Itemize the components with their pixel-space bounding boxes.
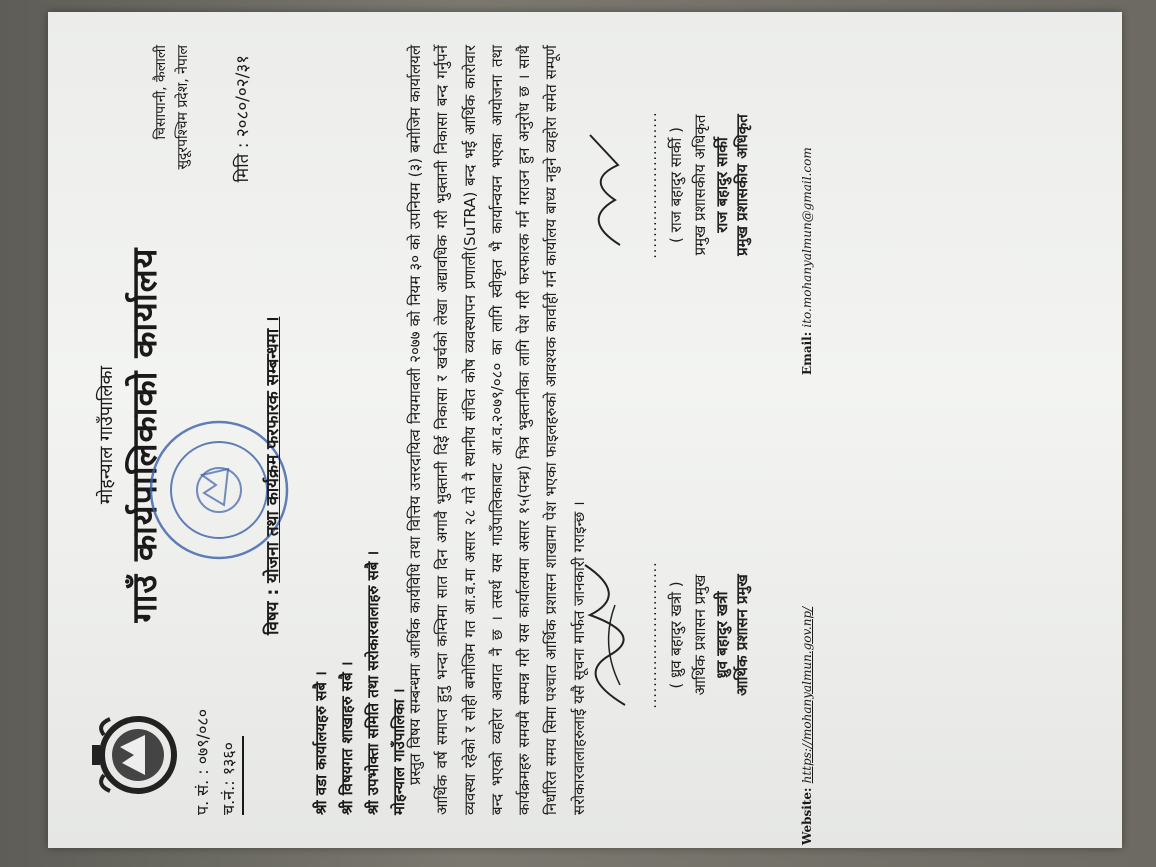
website-label: Website: (800, 787, 814, 845)
subject-line (260, 317, 283, 635)
stamp-name: राज बहादुर सार्की (713, 137, 731, 233)
footer-website (800, 607, 814, 845)
handwritten-signature-icon (570, 105, 640, 265)
name-stamp (712, 65, 752, 305)
signature-block-finance (580, 515, 752, 755)
signatory-title: आर्थिक प्रशासन प्रमुख (691, 574, 709, 696)
body-paragraph: प्रस्तुत विषय सम्बन्धमा आर्थिक कार्यविधि तथा वित्तिय उत्तरदायित्व नियमावली २०७७ को नियम ३० को उपनियम (३) बमोजिम कार्यालयले आर्थिक वर्ष समाप्त हुनु भन्दा कम्तिमा सात दिन अगावै भुक्तानी दिई निकासा र खर्चको लेखा अद्यावधिक गरी भुक्तानी निकासा बन्द गर्नुपर्ने व्यवस्था रहेको र सोही बमोजिम गत आ.व.मा असार २८ गते नै स्थानीय संचित कोष व्यवस्थापन प्रणाली(SuTRA) बन्द भई आर्थिक कारोवार बन्द भएको व्यहोरा अवगत नै छ । तसर्थ यस गाउँपालिकाबाट आ.व.२०७९/०८० का लागि स्वीकृत भै कार्यान्वयन भएका आयोजना तथा कार्यक्रमहरु समयमै सम्पन्न गरी यस कार्यालयमा असार १५(पन्ध्र) भित्र भुक्तानीका लागि पेश गरी फरफारक गर्न गराउन हुन अनुरोध छ । साथै निर्धारित समय सिमा पश्चात आर्थिक प्रशासन शाखामा पेश भएका फाइलहरुको आवश्यक कार्वाही गर्न कार्यालय बाध्य नहुने व्यहोरा समेत सम्पूर्ण सरोकारवालाहरुलाई यसै सूचना मार्फत जानकारी गराइन्छ । (406, 45, 588, 815)
signatory-title: प्रमुख प्रशासकीय अधिकृत (691, 114, 709, 256)
address-line-2: सुदूरपश्चिम प्रदेश, नेपाल (175, 45, 191, 170)
signatory-name: ( ध्रुव बहादुर खत्री ) (667, 581, 685, 689)
recipient-item: श्री विषयगत शाखाहरु सबै । (338, 661, 356, 815)
reference-block (190, 709, 244, 815)
municipality-name: मोहन्याल गाउँपालिका (96, 365, 117, 505)
recipient-item: मोहन्याल गाउँपालिका । (390, 688, 408, 815)
email-link[interactable]: ito.mohanyalmun@gmail.com (800, 147, 814, 328)
subject-label: विषय : (263, 588, 283, 635)
stamp-title: आर्थिक प्रशासन प्रमुख (733, 574, 751, 696)
name-stamp (712, 515, 752, 755)
recipient-list (308, 551, 412, 815)
recipient-item: श्री उपभोक्ता समिति तथा सरोकारवालाहरु सबै । (364, 550, 382, 815)
address-line-1: चिसापानी, कैलाली (153, 45, 169, 140)
email-label: Email: (800, 331, 814, 375)
letter-date: मिति : २०८०/०२/३१ (233, 55, 253, 183)
office-title: गाउँ कार्यपालिकाको कार्यालय (125, 247, 165, 623)
website-link[interactable]: https://mohanyalmun.gov.np/ (800, 606, 814, 784)
footer-email (800, 147, 814, 375)
signatory-name: ( राज बहादुर सार्की ) (667, 127, 685, 243)
recipient-item: श्री वडा कार्यालयहरु सबै । (312, 671, 330, 815)
signature-block-cao (580, 65, 752, 305)
office-address (150, 45, 194, 170)
signature-line: ........................... (644, 111, 660, 259)
letter-document (80, 25, 1080, 845)
letter-body (402, 45, 593, 815)
stamp-name: ध्रुव बहादुर खत्री (713, 591, 731, 679)
letter-number: प. सं. : ०७९/०८० (193, 708, 212, 815)
dispatch-number: च.नं.: १३६० (216, 736, 244, 815)
signature-line: ........................... (644, 561, 660, 709)
subject-text: योजना तथा कार्यक्रम फरफारक सम्बन्धमा । (263, 316, 283, 583)
stamp-title: प्रमुख प्रशासकीय अधिकृत (733, 114, 751, 256)
handwritten-signature-icon (570, 555, 640, 715)
